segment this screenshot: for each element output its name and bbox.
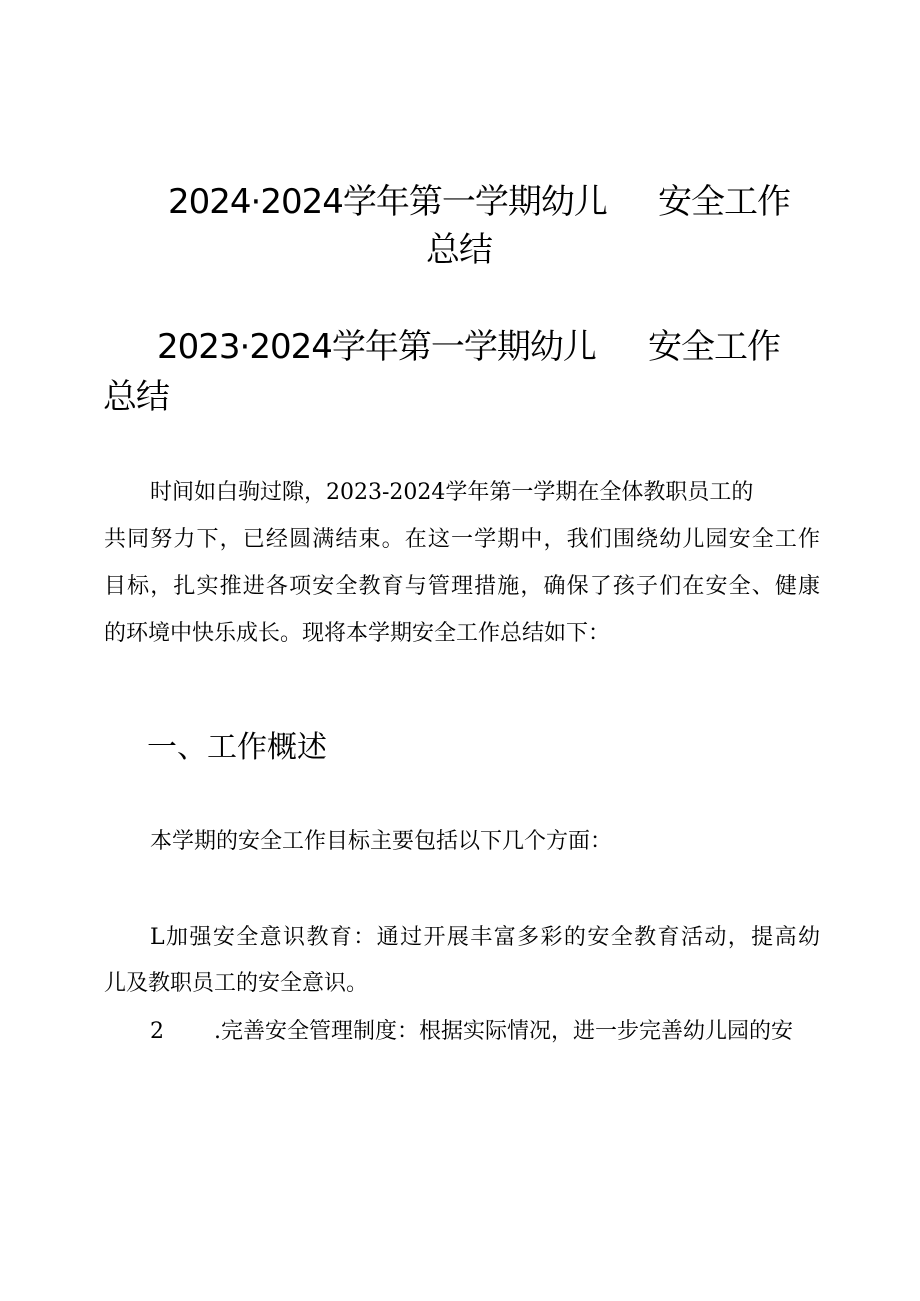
section-lead-text: 本学期的安全工作目标主要包括以下几个方面：	[150, 829, 613, 854]
document-title-1-line-2-text: 总结	[426, 230, 492, 270]
intro-paragraph-line-3: 目标，扎实推进各项安全教育与管理措施，确保了孩子们在安全、健康	[104, 574, 820, 599]
list-item-1-line-1: L加强安全意识教育：通过开展丰富多彩的安全教育活动，提高幼	[150, 925, 820, 950]
list-item-2-text: .完善安全管理制度：根据实际情况，进一步完善幼儿园的安	[214, 1019, 793, 1044]
intro-paragraph-line-1: 时间如白驹过隙，2023-2024学年第一学期在全体教职员工的	[150, 480, 754, 505]
document-title-2-line-1	[157, 326, 596, 368]
document-title-2-line-2-text: 总结	[103, 377, 169, 417]
document-title-2-tail-text: 安全工作	[648, 327, 780, 367]
document-title-2-line-2	[103, 376, 169, 418]
intro-paragraph-line-2: 共同努力下，已经圆满结束。在这一学期中，我们围绕幼儿园安全工作	[104, 527, 820, 552]
document-title-1-main: 2024·2024学年第一学期幼儿	[168, 182, 607, 222]
intro-paragraph-line-4: 的环境中快乐成长。现将本学期安全工作总结如下：	[104, 621, 611, 646]
document-title-2-main: 2023·2024学年第一学期幼儿	[157, 327, 596, 367]
list-item-2-number: 2	[150, 1019, 164, 1044]
document-title-1-line-1	[168, 181, 607, 223]
document-title-1-line-2	[426, 229, 492, 271]
list-item-1-line-2: 儿及教职员工的安全意识。	[104, 971, 369, 996]
document-title-2-tail	[648, 326, 780, 368]
document-title-1-tail-text: 安全工作	[658, 182, 790, 222]
document-title-1-tail	[658, 181, 790, 223]
section-heading: 一、工作概述	[147, 730, 327, 765]
